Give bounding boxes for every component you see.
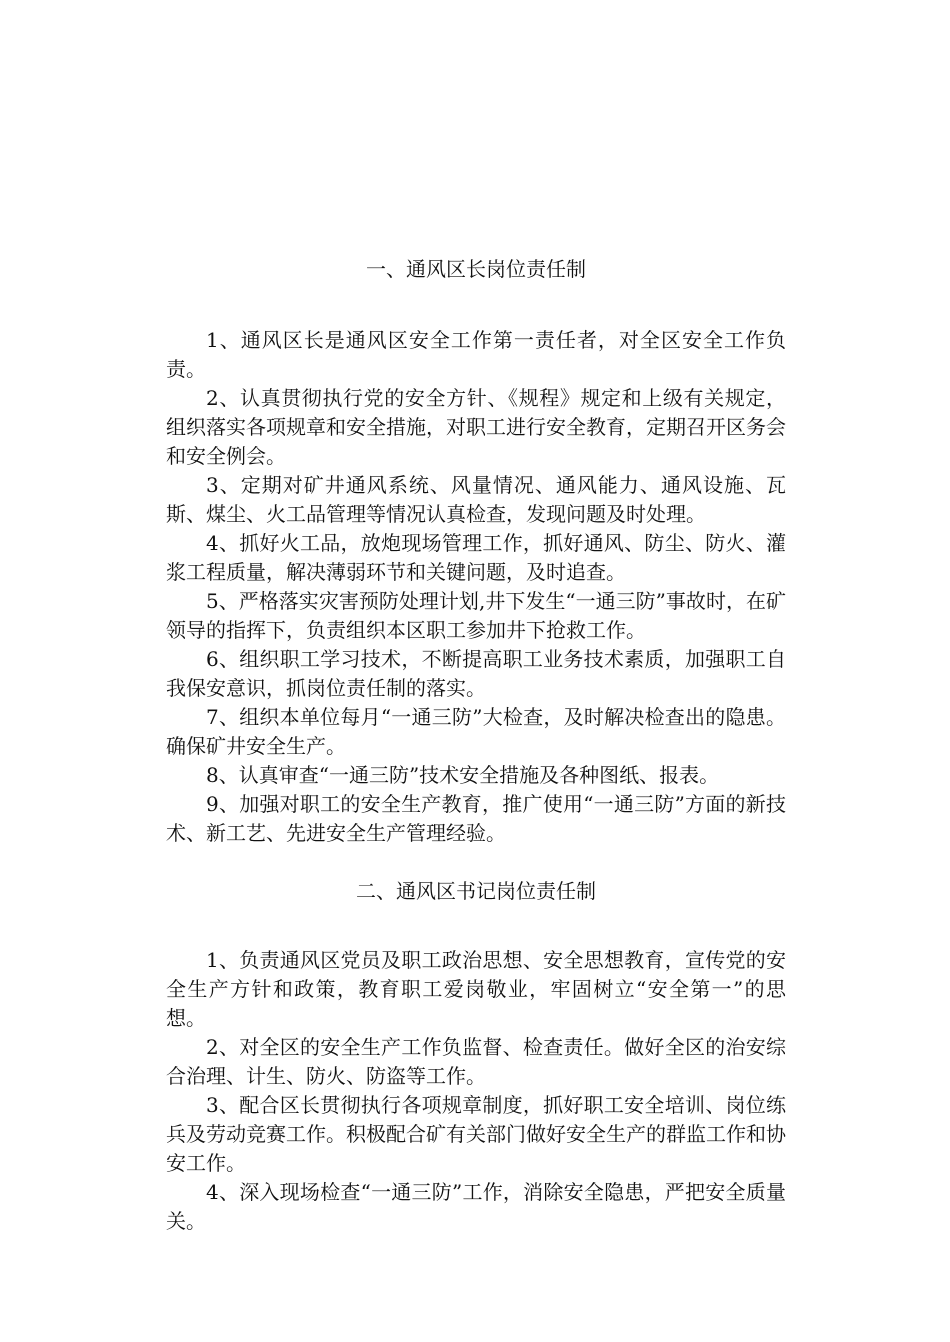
section-1-item-5: 5、严格落实灾害预防处理计划,井下发生“一通三防”事故时，在矿领导的指挥下，负责组织本区职工参加井下抢救工作。 (166, 589, 786, 642)
section-2-body (166, 946, 786, 1236)
document-page (166, 252, 786, 1236)
section-1-item-1: 1、通风区长是通风区安全工作第一责任者，对全区安全工作负责。 (166, 328, 786, 381)
section-1-item-8: 8、认真审查“一通三防”技术安全措施及各种图纸、报表。 (206, 763, 720, 787)
section-2-item-1: 1、负责通风区党员及职工政治思想、安全思想教育，宣传党的安全生产方针和政策，教育职工爱岗敬业，牢固树立“安全第一”的思想。 (166, 948, 786, 1030)
section-1-item-4: 4、抓好火工品，放炮现场管理工作，抓好通风、防尘、防火、灌浆工程质量，解决薄弱环节和关键问题，及时追查。 (166, 531, 786, 584)
section-2-title: 二、通风区书记岗位责任制 (356, 879, 596, 903)
section-1-item-3: 3、定期对矿井通风系统、风量情况、通风能力、通风设施、瓦斯、煤尘、火工品管理等情况认真检查，发现问题及时处理。 (166, 473, 786, 526)
section-1-item-7: 7、组织本单位每月“一通三防”大检查，及时解决检查出的隐患。确保矿井安全生产。 (166, 705, 786, 758)
section-2-item-3: 3、配合区长贯彻执行各项规章制度，抓好职工安全培训、岗位练兵及劳动竞赛工作。积极配合矿有关部门做好安全生产的群监工作和协安工作。 (166, 1093, 786, 1175)
section-1-item-6: 6、组织职工学习技术，不断提高职工业务技术素质，加强职工自我保安意识，抓岗位责任制的落实。 (166, 647, 786, 700)
section-1-item-2: 2、认真贯彻执行党的安全方针、《规程》规定和上级有关规定，组织落实各项规章和安全措施，对职工进行安全教育，定期召开区务会和安全例会。 (166, 386, 786, 468)
section-2-item-4: 4、深入现场检查“一通三防”工作，消除安全隐患，严把安全质量关。 (166, 1180, 786, 1233)
section-2-item-2: 2、对全区的安全生产工作负监督、检查责任。做好全区的治安综合治理、计生、防火、防盗等工作。 (166, 1035, 786, 1088)
section-1-title: 一、通风区长岗位责任制 (366, 257, 586, 281)
section-1-body (166, 326, 786, 848)
section-1-item-9: 9、加强对职工的安全生产教育，推广使用“一通三防”方面的新技术、新工艺、先进安全生产管理经验。 (166, 792, 786, 845)
